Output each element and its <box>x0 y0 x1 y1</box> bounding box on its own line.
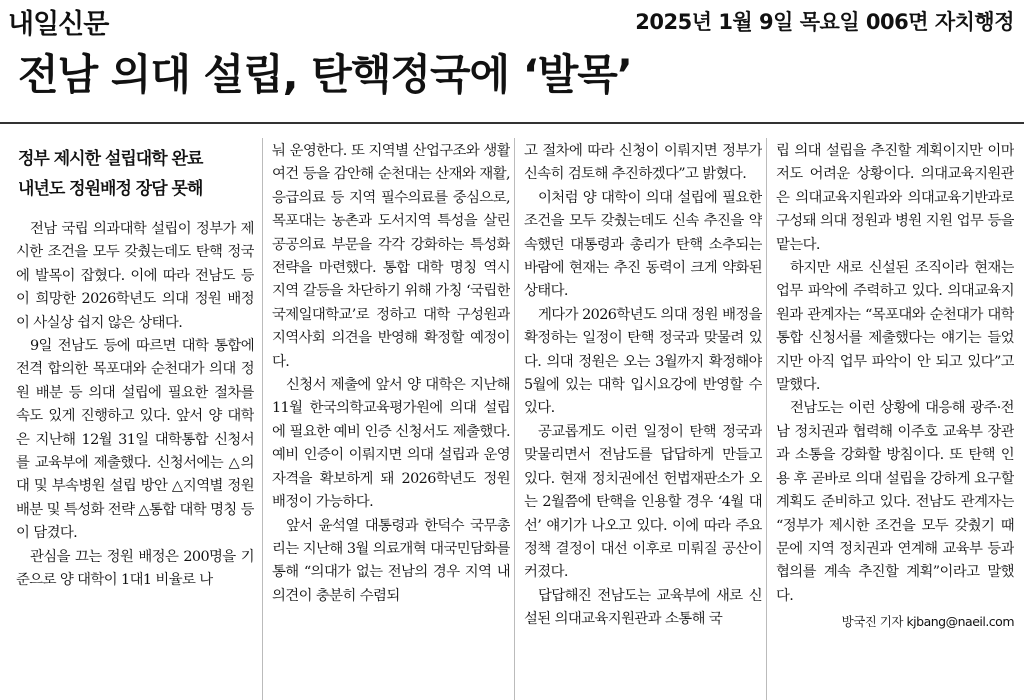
column-divider <box>262 138 263 700</box>
article-column-1 <box>16 140 254 700</box>
paragraph: 게다가 2026학년도 의대 정원 배정을 확정하는 일정이 탄핵 정국과 맞물려 있다. 의대 정원은 오는 3월까지 확정해야 5월에 있는 대학 입시요강에 반영할 수 있다. <box>524 306 762 417</box>
column-divider <box>766 138 767 700</box>
headline-rule <box>0 122 1024 124</box>
column-body <box>524 140 762 632</box>
paragraph: 하지만 새로 신설된 조직이라 현재는 업무 파악에 주력하고 있다. 의대교육지원과 관계자는 “목포대와 순천대가 대학통합 신청서를 제출했다는 얘기는 들었지만 아직 업무 파악이 안 되고 있다”고 말했다. <box>776 260 1014 394</box>
headline: 전남 의대 설립, 탄핵정국에 ‘발목’ <box>18 50 632 99</box>
paragraph: 관심을 끄는 정원 배정은 200명을 기준으로 양 대학이 1대1 비율로 나 <box>16 548 254 589</box>
column-divider <box>514 138 515 700</box>
byline: 방국진 기자 kjbang@naeil.com <box>841 614 1014 630</box>
column-body <box>16 218 254 593</box>
dateline: 2025년 1월 9일 목요일 006면 자치행정 <box>635 10 1014 34</box>
subheadline-line-1: 정부 제시한 설립대학 완료 <box>18 149 203 169</box>
subheadline <box>16 144 254 204</box>
paragraph: 공교롭게도 이런 일정이 탄핵 정국과 맞물리면서 전남도를 답답하게 만들고 있다. 현재 정치권에선 헌법재판소가 오는 2월쯤에 탄핵을 인용할 경우 ‘4월 대선’ 얘기가 나오고 있다. 이에 따라 주요 정책 결정이 대선 이후로 미뤄질 공산이 커졌다. <box>524 423 762 581</box>
paragraph: 전남도는 이런 상황에 대응해 광주·전남 정치권과 협력해 이주호 교육부 장관과 소통을 강화할 방침이다. 또 탄핵 인용 후 곧바로 의대 설립을 강하게 요구할 계획도 준비하고 있다. 전남도 관계자는 “정부가 제시한 조건을 모두 갖췄기 때문에 지역 정치권과 연계해 교육부 등과 협의를 계속 추진할 계획”이라고 말했다. <box>776 400 1014 604</box>
subheadline-line-2: 내년도 정원배정 장담 못해 <box>18 179 203 199</box>
paragraph: 고 절차에 따라 신청이 이뤄지면 정부가 신속히 검토해 추진하겠다”고 밝혔다. <box>524 143 762 183</box>
paragraph: 립 의대 설립을 추진할 계획이지만 이마저도 어려운 상황이다. 의대교육지원관은 의대교육지원과와 의대교육기반과로 구성돼 의대 정원과 병원 지원 업무 등을 맡는다. <box>776 143 1014 253</box>
paragraph: 신청서 제출에 앞서 양 대학은 지난해 11월 한국의학교육평가원에 의대 설립에 필요한 예비 인증 신청서도 제출했다. 예비 인증이 이뤄지면 의대 설립과 운영 자격을 확보하게 돼 2026학년도 정원 배정이 가능하다. <box>272 377 510 511</box>
paragraph: 이처럼 양 대학이 의대 설립에 필요한 조건을 모두 갖췄는데도 신속 추진을 약속했던 대통령과 총리가 탄핵 소추되는 바람에 현재는 추진 동력이 크게 약화된 상태다. <box>524 189 762 300</box>
paragraph: 앞서 윤석열 대통령과 한덕수 국무총리는 지난해 3월 의료개혁 대국민담화를 통해 “의대가 없는 전남의 경우 지역 내 의견이 충분히 수렴되 <box>272 517 510 604</box>
masthead <box>0 0 1024 40</box>
paragraph: 9일 전남도 등에 따르면 대학 통합에 전격 합의한 목포대와 순천대가 의대 정원 배분 등 의대 설립에 필요한 절차를 속도 있게 진행하고 있다. 앞서 양 대학은 지난해 12월 31일 대학통합 신청서를 교육부에 제출했다. 신청서에는 △의대 및 부속병원 설립 방안 △지역별 정원 배분 및 특성화 전략 △통합 대학 명칭 등이 담겼다. <box>16 338 254 542</box>
column-body <box>776 140 1014 608</box>
article-column-4 <box>776 140 1014 700</box>
article-column-3 <box>524 140 762 700</box>
paragraph: 답답해진 전남도는 교육부에 새로 신설된 의대교육지원관과 소통해 국 <box>524 587 762 628</box>
paragraph: 눠 운영한다. 또 지역별 산업구조와 생활 여건 등을 감안해 순천대는 산재와 재활, 응급의료 등 지역 필수의료를 중심으로, 목포대는 농촌과 도서지역 특성을 살린 공공의료 부문을 각각 강화하는 특성화 전략을 마련했다. 통합 대학 명칭 역시 지역 갈등을 차단하기 위해 가칭 ‘국립한국제일대학교’로 정하고 대학 구성원과 지역사회 의견을 반영해 확정할 예정이다. <box>272 143 510 370</box>
paragraph: 전남 국립 의과대학 설립이 정부가 제시한 조건을 모두 갖췄는데도 탄핵 정국에 발목이 잡혔다. 이에 따라 전남도 등이 희망한 2026학년도 의대 정원 배정이 사실상 쉽지 않은 상태다. <box>16 221 254 331</box>
newspaper-logo: 내일신문 <box>8 9 109 40</box>
article-column-2 <box>272 140 510 700</box>
column-body <box>272 140 510 608</box>
